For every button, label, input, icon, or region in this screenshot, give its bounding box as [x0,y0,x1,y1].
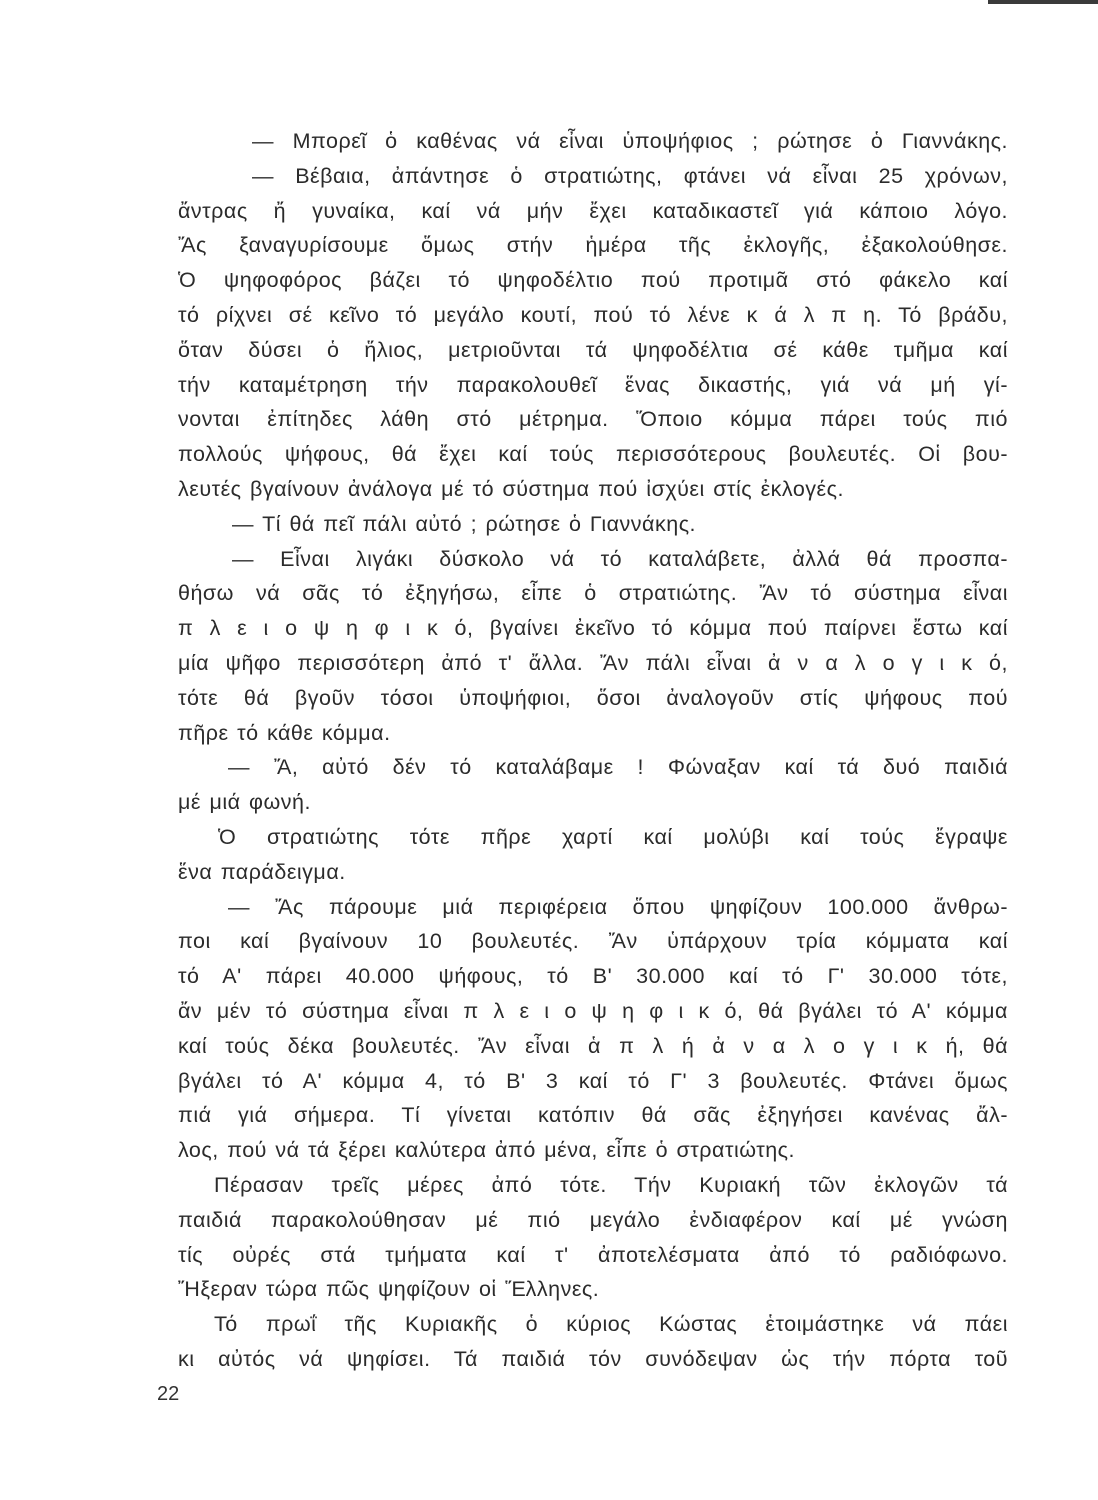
text-line: λος, πού νά τά ξέρει καλύτερα ἀπό μένα, εἶπε ὁ στρατιώτης. [178,1138,795,1163]
text-line: τήν καταμέτρηση τήν παρακολουθεῖ ἕνας δικαστής, γιά νά μή γί- [178,372,1008,397]
text-line: πολλούς ψήφους, θά ἔχει καί τούς περισσότερους βουλευτές. Οἱ βου- [178,442,1008,467]
text-line: κι αὐτός νά ψηφίσει. Τά παιδιά τόν συνόδεψαν ὡς τήν πόρτα τοῦ [178,1346,1008,1371]
text-line: νονται ἐπίτηδες λάθη στό μέτρημα. Ὅποιο κόμμα πάρει τούς πιό [178,407,1008,432]
page-number: 22 [157,1383,180,1405]
page-body-text [178,124,1008,1377]
text-line: Ὁ στρατιώτης τότε πῆρε χαρτί καί μολύβι καί τούς ἔγραψε [218,824,1008,849]
text-line: — Εἶναι λιγάκι δύσκολο νά τό καταλάβετε, ἀλλά θά προσπα- [232,546,1008,571]
text-line: Ὁ ψηφοφόρος βάζει τό ψηφοδέλτιο πού προτιμᾶ στό φάκελο καί [178,268,1008,293]
text-line: Πέρασαν τρεῖς μέρες ἀπό τότε. Τήν Κυριακή τῶν ἐκλογῶν τά [214,1172,1008,1197]
text-line: τό ρίχνει σέ κεῖνο τό μεγάλο κουτί, πού τό λένε κ ά λ π η. Τό βράδυ, [178,302,1008,327]
text-line: — Ἄ, αὐτό δέν τό καταλάβαμε ! Φώναξαν καί τά δυό παιδιά [228,755,1008,780]
text-line: τό Α' πάρει 40.000 ψήφους, τό Β' 30.000 καί τό Γ' 30.000 τότε, [178,964,1008,989]
text-line: — Ἄς πάρουμε μιά περιφέρεια ὅπου ψηφίζουν 100.000 ἄνθρω- [228,894,1008,919]
text-line: καί τούς δέκα βουλευτές. Ἄν εἶναι ἁ π λ ή ἀ ν α λ ο γ ι κ ή, θά [178,1033,1008,1058]
text-line: — Βέβαια, ἀπάντησε ὁ στρατιώτης, φτάνει νά εἶναι 25 χρόνων, [252,163,1008,188]
text-line: Ἤξεραν τώρα πῶς ψηφίζουν οἱ Ἕλληνες. [178,1277,600,1302]
text-line: μέ μιά φωνή. [178,790,311,815]
text-line: ἄντρας ἤ γυναίκα, καί νά μήν ἔχει καταδικαστεῖ γιά κάποιο λόγο. [178,198,1008,223]
text-line: π λ ε ι ο ψ η φ ι κ ό, βγαίνει ἐκεῖνο τό κόμμα πού παίρνει ἔστω καί [178,616,1008,641]
text-line: ἕνα παράδειγμα. [178,859,346,884]
text-line: πιά γιά σήμερα. Τί γίνεται κατόπιν θά σᾶς ἐξηγήσει κανένας ἄλ- [178,1103,1008,1128]
text-line: λευτές βγαίνουν ἀνάλογα μέ τό σύστημα πού ἰσχύει στίς ἐκλογές. [178,476,844,501]
text-line: μία ψῆφο περισσότερη ἀπό τ' ἄλλα. Ἄν πάλι εἶναι ἀ ν α λ ο γ ι κ ό, [178,650,1008,675]
text-line: Τό πρωΐ τῆς Κυριακῆς ὁ κύριος Κώστας ἑτοιμάστηκε νά πάει [214,1312,1008,1337]
text-line: Ἄς ξαναγυρίσουμε ὅμως στήν ἡμέρα τῆς ἐκλογῆς, ἐξακολούθησε. [178,233,1008,258]
text-line: παιδιά παρακολούθησαν μέ πιό μεγάλο ἐνδιαφέρον καί μέ γνώση [178,1207,1008,1232]
scan-edge-mark [988,0,1098,4]
text-line: ποι καί βγαίνουν 10 βουλευτές. Ἄν ὑπάρχουν τρία κόμματα καί [178,929,1008,954]
text-line: — Τί θά πεῖ πάλι αὐτό ; ρώτησε ὁ Γιαννάκης. [232,511,697,536]
text-line: ἄν μέν τό σύστημα εἶναι π λ ε ι ο ψ η φ ι κ ό, θά βγάλει τό Α' κόμμα [178,998,1008,1023]
text-line: ὅταν δύσει ὁ ἥλιος, μετριοῦνται τά ψηφοδέλτια σέ κάθε τμῆμα καί [178,337,1008,362]
text-line: βγάλει τό Α' κόμμα 4, τό Β' 3 καί τό Γ' 3 βουλευτές. Φτάνει ὅμως [178,1068,1008,1093]
text-line: τότε θά βγοῦν τόσοι ὑποψήφιοι, ὅσοι ἀναλογοῦν στίς ψήφους πού [178,685,1008,710]
text-line: πῆρε τό κάθε κόμμα. [178,720,391,745]
text-line: θήσω νά σᾶς τό ἐξηγήσω, εἶπε ὁ στρατιώτης. Ἄν τό σύστημα εἶναι [178,581,1008,606]
text-line: τίς οὐρές στά τμήματα καί τ' ἀποτελέσματα ἀπό τό ραδιόφωνο. [178,1242,1008,1267]
text-line: — Μπορεῖ ὁ καθένας νά εἶναι ὑποψήφιος ; ρώτησε ὁ Γιαννάκης. [252,129,1008,153]
